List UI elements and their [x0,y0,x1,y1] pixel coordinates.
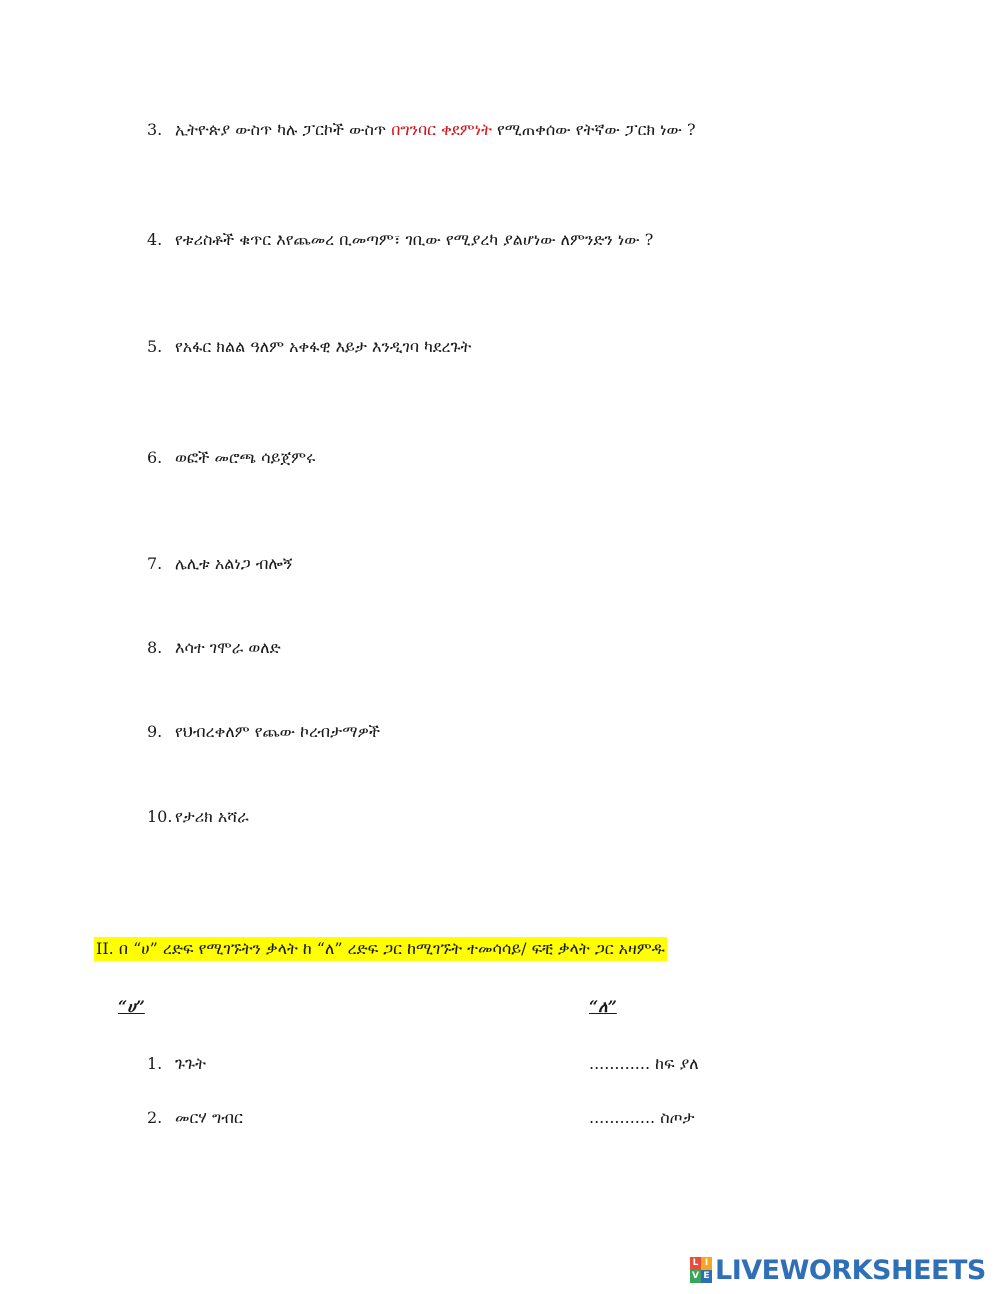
question-text: የህብረቀለም የጨው ኮረብታማዎች [175,722,381,741]
match-item-number: 1. [147,1054,163,1073]
question-9 [147,721,380,743]
logo-text: LIVEWORKSHEETS [715,1254,986,1286]
match-item-text: ስጦታ [655,1108,695,1127]
question-number: 9. [147,722,163,741]
question-3 [147,119,696,141]
match-item-text: ጉጉት [175,1054,206,1073]
section-two-header: II. በ “ሀ” ረድፍ የሚገኙትን ቃላት ከ “ለ” ረድፍ ጋር ከሚገኙት ተመሳሳይ/ ፍቺ ቃላት ጋር አዛምዱ [94,937,667,961]
match-item-text: ከፍ ያለ [650,1054,699,1073]
answer-blank[interactable]: ............ [589,1054,651,1073]
column-a-heading: “ሀ” [118,997,145,1016]
question-10 [147,806,249,828]
question-7 [147,553,292,575]
question-6 [147,447,315,469]
question-5 [147,336,471,358]
question-number: 3. [147,120,163,139]
match-item-text: መርሃ ግብር [175,1108,243,1127]
question-number: 4. [147,230,163,249]
match-item-b-2 [589,1108,694,1128]
logo-badge-letter: L [690,1257,701,1270]
question-8 [147,637,281,659]
question-number: 6. [147,448,163,467]
liveworksheets-logo [690,1254,986,1286]
question-highlight-text: በግንባር ቀደምነት [391,120,492,139]
logo-badge-letter: V [690,1270,701,1283]
match-item-b-1 [589,1054,699,1074]
question-number: 7. [147,554,163,573]
column-b-heading: “ለ” [589,997,617,1016]
match-item-number: 2. [147,1108,163,1127]
match-item-a-1 [147,1054,206,1074]
logo-badge-letter: I [701,1257,712,1270]
question-4 [147,229,653,251]
question-text-post: የሚጠቀሰው የትኛው ፓርክ ነው ? [491,120,696,139]
question-number: 5. [147,337,163,356]
logo-badge-icon [690,1257,712,1283]
question-text: እሳተ ገሞራ ወለድ [175,638,281,657]
question-number: 8. [147,638,163,657]
match-item-a-2 [147,1108,243,1128]
question-text: ወፎች መሮጫ ሳይጀምሩ [175,448,316,467]
question-number: 10. [147,807,173,826]
question-text: የአፋር ክልል ዓለም አቀፋዊ እይታ እንዲገባ ካደረጉት [175,337,472,356]
question-text: ሌሊቱ አልነጋ ብሎኝ [175,554,293,573]
logo-badge-letter: E [701,1270,712,1283]
question-text: የቱሪስቶች ቁጥር እየጨመረ ቢመጣም፣ ገቢው የሚያረካ ያልሆነው ለምንድን ነው ? [175,230,654,249]
question-text: የታሪክ አሻራ [175,807,249,826]
answer-blank[interactable]: ............. [589,1108,656,1127]
question-text-pre: ኢትዮጵያ ውስጥ ካሉ ፓርኮች ውስጥ [175,120,392,139]
